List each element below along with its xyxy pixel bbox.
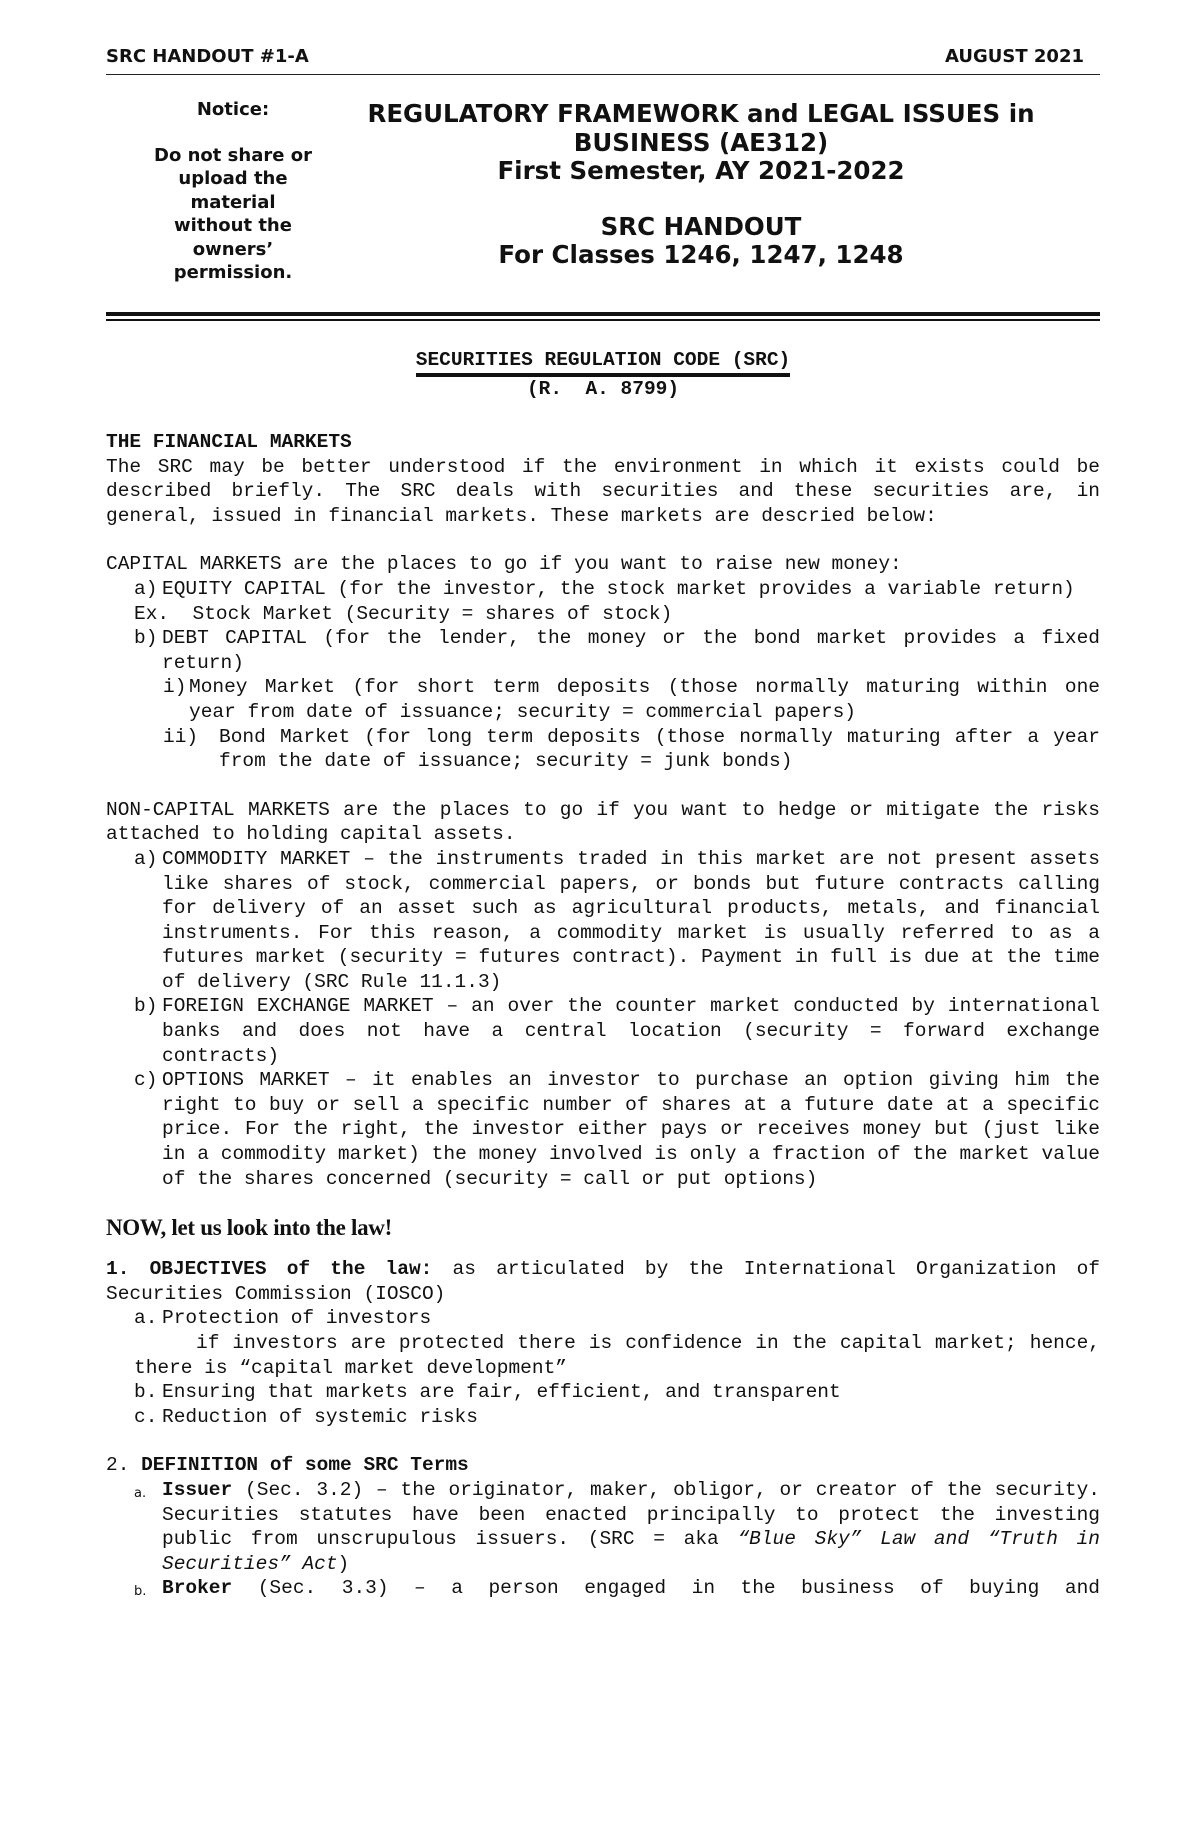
list-item-debt-capital: b) DEBT CAPITAL (for the lender, the money or the bond market provides a fixed return) — [134, 627, 1100, 674]
list-item-systemic-risks: c. Reduction of systemic risks — [134, 1405, 478, 1428]
notice-line: material — [190, 191, 276, 213]
list-item-options-market: c) OPTIONS MARKET – it enables an investor to purchase an option giving him the right to buy or sell a specific number of shares at a future date at a specific price. For the right, the investor either pays or receives money but (just like in a commodity market) the money involved is only a fraction of the market value of the shares concerned (security = call or put options) — [134, 1069, 1100, 1190]
non-capital-markets-intro: NON-CAPITAL MARKETS are the places to go if you want to hedge or mitigate the risks attached to holding capital assets. — [106, 798, 1100, 846]
objectives-heading: OBJECTIVES of the law: — [149, 1258, 433, 1281]
page-header — [106, 44, 1100, 75]
example-stock-market: Ex. Stock Market (Security = shares of stock) — [134, 602, 673, 625]
semester-line: First Semester, AY 2021-2022 — [497, 156, 905, 185]
course-title-block — [366, 100, 1036, 270]
document-title-sub: (R. A. 8799) — [526, 377, 680, 400]
document-title-main: SECURITIES REGULATION CODE (SRC) — [416, 348, 790, 377]
handout-title: SRC HANDOUT — [600, 211, 802, 241]
notice-line: upload the — [178, 168, 288, 189]
list-item-commodity-market: a) COMMODITY MARKET – the instruments traded in this market are not present assets like shares of stock, commercial papers, or bonds but future contracts calling for delivery of an asset such as agricultural products, metals, and financial instruments. For this reason, a commodity market is usually referred to as a futures market (security = futures contract). Payment in full is due at the time of delivery (SRC Rule 11.1.3) — [134, 847, 1100, 993]
list-item-protection-of-investors: a. Protection of investors — [134, 1307, 432, 1330]
notice-line: permission. — [173, 262, 293, 283]
protection-detail: if investors are protected there is confidence in the capital market; hence, there is “capital market development” — [134, 1332, 1100, 1379]
document-body — [106, 430, 1100, 1605]
definition-issuer: a. Issuer (Sec. 3.2) – the originator, maker, obligor, or creator of the security. Securities statutes have been enacted principally to protect the investing public from unscrupulous issuers. (SRC = aka “Blue Sky” Law and “Truth in Securities” Act) — [134, 1478, 1101, 1575]
definition-broker: b. Broker (Sec. 3.3) – a person engaged in the business of buying and — [134, 1577, 1100, 1600]
section-heading-financial-markets: THE FINANCIAL MARKETS — [106, 431, 352, 453]
now-heading: NOW, let us look into the law! — [106, 1215, 392, 1241]
notice-line: Do not share or — [154, 144, 312, 166]
header-right: AUGUST 2021 — [945, 46, 1084, 67]
objectives-paragraph: 1. OBJECTIVES of the law: as articulated by the International Organization of Securities Commission (IOSCO) — [106, 1258, 1101, 1305]
notice-box — [150, 98, 316, 285]
thin-divider — [106, 319, 1100, 321]
list-item-foreign-exchange-market: b) FOREIGN EXCHANGE MARKET – an over the counter market conducted by international banks and does not have a central location (security = forward exchange contracts) — [134, 995, 1100, 1067]
notice-line: without the — [174, 215, 292, 236]
header-left: SRC HANDOUT #1-A — [106, 46, 309, 67]
notice-title: Notice: — [196, 99, 270, 120]
notice-line: owners’ — [192, 238, 274, 260]
thick-divider — [106, 312, 1100, 316]
document-title — [106, 348, 1100, 401]
course-title-line: REGULATORY FRAMEWORK and LEGAL ISSUES in — [367, 99, 1035, 128]
list-item-money-market: i) Money Market (for short term deposits (those normally maturing within one year from date of issuance; security = commercial papers) — [163, 676, 1100, 723]
classes-line: For Classes 1246, 1247, 1248 — [498, 240, 904, 269]
list-item-bond-market: ii) Bond Market (for long term deposits (those normally maturing after a year from the date of issuance; security = junk bonds) — [163, 725, 1100, 773]
list-item-fair-markets: b. Ensuring that markets are fair, efficient, and transparent — [134, 1381, 841, 1404]
capital-markets-intro: CAPITAL MARKETS are the places to go if you want to raise new money: — [106, 553, 902, 576]
definitions-heading: 2. DEFINITION of some SRC Terms — [106, 1454, 469, 1477]
list-item-equity-capital: a) EQUITY CAPITAL (for the investor, the stock market provides a variable return) — [134, 577, 1075, 600]
financial-markets-intro: The SRC may be better understood if the environment in which it exists could be described briefly. The SRC deals with securities and these securities are, in general, issued in financial markets. These markets are descried below: — [106, 455, 1100, 527]
course-title-line: BUSINESS (AE312) — [573, 127, 829, 157]
